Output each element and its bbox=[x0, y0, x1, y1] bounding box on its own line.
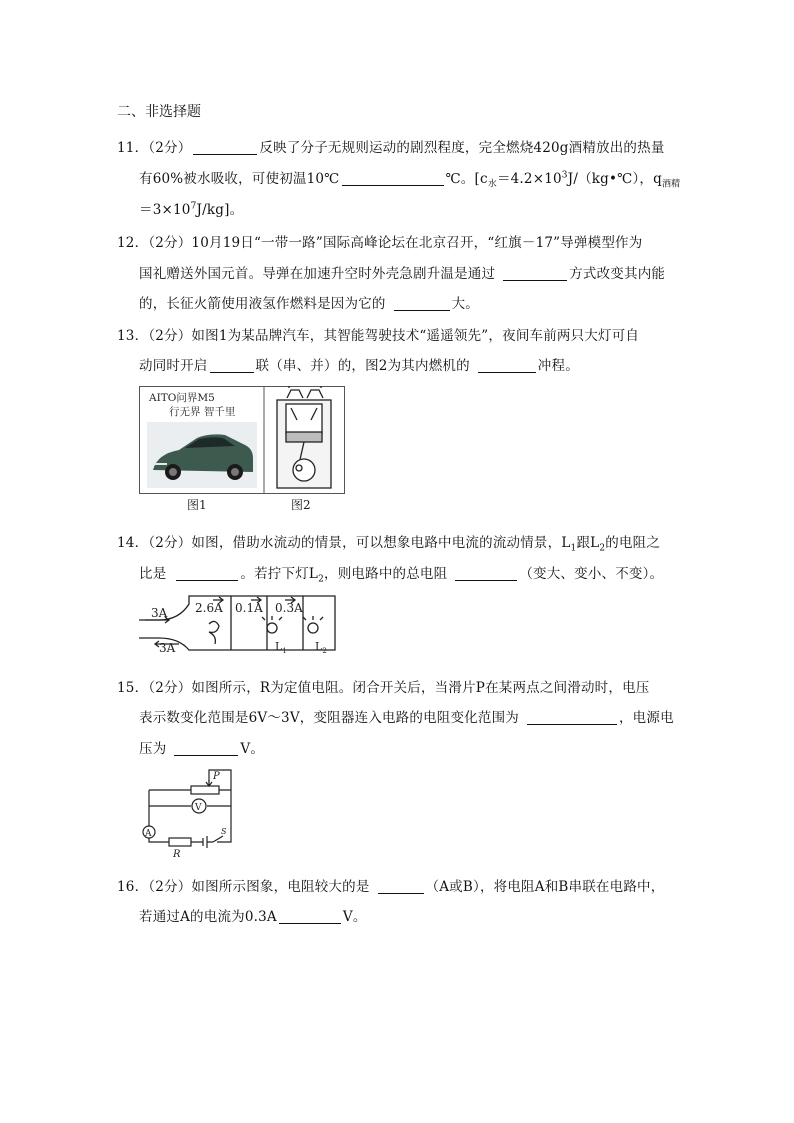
fig1-label: 图1 bbox=[187, 498, 207, 512]
q12-number: 12．（2分） bbox=[117, 235, 192, 251]
engine-cylinder-image bbox=[277, 386, 331, 488]
q14-water-circuit-svg bbox=[139, 590, 349, 664]
ammeter-icon: A bbox=[145, 829, 152, 839]
q15-line-3: 压为 V。 bbox=[139, 741, 265, 757]
q15-switch-S: S bbox=[221, 827, 227, 836]
q15-figure bbox=[139, 766, 239, 860]
q13-figure-svg bbox=[139, 386, 345, 514]
q14-line-1: 14．（2分）如图，借助水流动的情景，可以想象电路中电流的流动情景，$L_1$跟$L_2$的电阻之 bbox=[117, 535, 661, 554]
car-slogan-text: 行无界 智千里 bbox=[169, 406, 236, 418]
q15-blank-2[interactable] bbox=[174, 741, 238, 756]
section-title: 二、非选择题 bbox=[117, 104, 201, 120]
q11-blank-1[interactable] bbox=[193, 140, 257, 155]
fig2-label: 图2 bbox=[291, 498, 311, 512]
q15-slider-P: P bbox=[213, 771, 220, 782]
q15-line-2: 表示数变化范围是6V～3V，变阻器连入电路的电阻变化范围为 ，电源电 bbox=[139, 710, 674, 726]
q15-number: 15．（2分） bbox=[117, 680, 192, 696]
voltmeter-icon: V bbox=[195, 803, 202, 813]
q14-line-2: 比是 。若拧下灯$L_2$，则电路中的总电阻 （变大、变小、不变）。 bbox=[139, 566, 664, 585]
q16-blank-1[interactable] bbox=[378, 879, 424, 894]
q14-number: 14．（2分） bbox=[117, 535, 192, 551]
q15-resistor-R: R bbox=[173, 849, 181, 860]
q14-blank-2[interactable] bbox=[455, 566, 517, 581]
q14-in-current: 3A bbox=[151, 606, 168, 620]
q14-branch-current-2: 0.1A bbox=[235, 601, 263, 615]
q11-line-1: 11．（2分） 反映了分子无规则运动的剧烈程度，完全燃烧420g酒精放出的热量 bbox=[117, 140, 665, 156]
q14-branch-current-1: 2.6A bbox=[195, 601, 223, 615]
q16-blank-2[interactable] bbox=[279, 909, 341, 924]
q12-line-2: 国礼赠送外国元首。导弹在加速升空时外壳急剧升温是通过 方式改变其内能 bbox=[139, 266, 666, 282]
q16-number: 16．（2分） bbox=[117, 879, 192, 895]
q14-L2-label: $L_2$ bbox=[315, 640, 327, 655]
q14-out-current: 3A bbox=[159, 641, 176, 655]
q12-line-1: 12．（2分）10月19日“一带一路”国际高峰论坛在北京召开，“红旗－17”导弹模型作为 bbox=[117, 235, 643, 251]
q13-line-1: 13．（2分）如图1为某品牌汽车，其智能驾驶技术“遥遥领先”，夜间车前两只大灯可自 bbox=[117, 328, 640, 344]
q13-figure bbox=[139, 386, 345, 514]
q14-L1-label: $L_1$ bbox=[275, 640, 287, 655]
car-brand-text: AITO问界M5 bbox=[149, 392, 215, 404]
q13-line-2: 动同时开启 联（串、并）的，图2为其内燃机的 冲程。 bbox=[139, 358, 579, 374]
q13-blank-2[interactable] bbox=[478, 358, 536, 373]
q11-blank-2[interactable] bbox=[342, 171, 444, 186]
q11-line-3: $=3\times 10^7J/kg$]。 bbox=[139, 201, 244, 218]
q14-figure bbox=[139, 590, 349, 664]
q12-blank-2[interactable] bbox=[394, 296, 450, 311]
q13-blank-1[interactable] bbox=[210, 358, 254, 373]
car-image bbox=[147, 422, 257, 488]
q14-branch-current-3: 0.3A bbox=[275, 601, 303, 615]
q13-number: 13．（2分） bbox=[117, 328, 192, 344]
q16-line-2: 若通过A的电流为0.3A V。 bbox=[139, 909, 367, 925]
q12-blank-1[interactable] bbox=[503, 266, 567, 281]
q15-blank-1[interactable] bbox=[527, 710, 617, 725]
q12-line-3: 的，长征火箭使用液氢作燃料是因为它的 大。 bbox=[139, 296, 480, 312]
q11-number: 11．（2分） bbox=[117, 140, 192, 156]
q14-blank-1[interactable] bbox=[176, 566, 238, 581]
q16-line-1: 16．（2分）如图所示图象，电阻较大的是 （A或B），将电阻A和B串联在电路中， bbox=[117, 879, 665, 895]
q15-circuit-svg bbox=[139, 766, 239, 860]
q11-line-2: 有60%被水吸收，可使初温10℃ ℃。[$c_水=4.2\times 10^3J/(kg•℃)$，$q_{酒精}$ bbox=[139, 170, 681, 190]
q15-line-1: 15．（2分）如图所示，R为定值电阻。闭合开关后，当滑片P在某两点之间滑动时，电压 bbox=[117, 680, 650, 696]
